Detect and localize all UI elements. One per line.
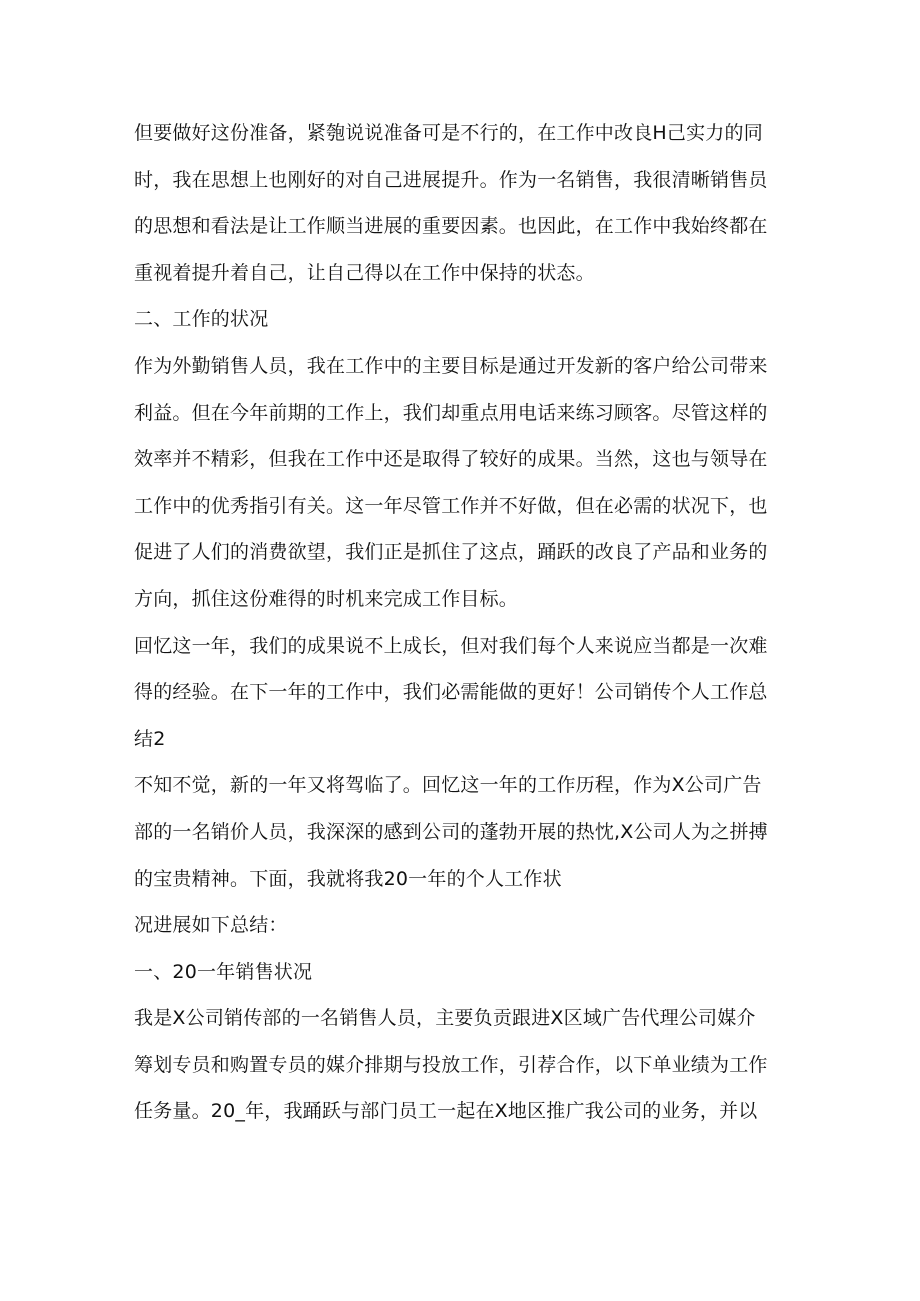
text-line: 的思想和看法是让工作顺当进展的重要因素。也因此，在工作中我始终都在 xyxy=(134,215,768,238)
text-line: 回忆这一年，我们的成果说不上成长，但对我们每个人来说应当都是一次难 xyxy=(134,634,768,657)
text-line: 作为外勤销售人员，我在工作中的主要目标是通过开发新的客户给公司带来 xyxy=(134,354,768,377)
text-line: 筹划专员和购置专员的媒介排期与投放工作，引荐合作，以下单业绩为工作 xyxy=(134,1053,768,1076)
text-line: 结2 xyxy=(134,727,166,750)
section-heading: 二、工作的状况 xyxy=(134,308,269,331)
text-line: 况进展如下总结： xyxy=(134,914,288,937)
text-line: 重视着提升着自己，让自己得以在工作中保持的状态。 xyxy=(134,261,595,284)
text-line: 工作中的优秀指引有关。这一年尽管工作并不好做，但在必需的状况下，也 xyxy=(134,494,768,517)
text-line: 效率并不精彩，但我在工作中还是取得了较好的成果。当然，这也与领导在 xyxy=(134,448,768,471)
text-line: 我是X公司销传部的一名销售人员，主要负贡跟进X区域广告代理公司媒介 xyxy=(134,1007,756,1030)
text-line: 时，我在思想上也刚好的对自己进展提升。作为一名销售，我很清晰销售员 xyxy=(134,168,768,191)
document-body xyxy=(134,110,794,1135)
text-line: 任务量。20_年，我踊跃与部门员工一起在X地区推广我公司的业务，并以 xyxy=(134,1100,758,1123)
text-line: 利益。但在今年前期的工作上，我们却重点用电话来练习顾客。尽管这样的 xyxy=(134,401,768,424)
text-line: 促进了人们的消费欲望，我们正是抓住了这点，踊跃的改良了产品和业务的 xyxy=(134,541,768,564)
text-line: 但要做好这份准备，紧匏说说准备可是不行的，在工作中改良H己实力的同 xyxy=(134,122,763,144)
text-line: 得的经验。在下一年的工作中，我们必需能做的更好！公司销传个人工作总 xyxy=(134,681,768,704)
text-line: 的宝贵精神。下面，我就将我20一年的个人工作状 xyxy=(134,867,562,890)
section-heading: 一、20一年销售状况 xyxy=(134,960,313,983)
text-line: 方向，抓住这份难得的时机来完成工作目标。 xyxy=(134,587,519,610)
text-line: 部的一名销价人员，我深深的感到公司的蓬勃开展的热忱,X公司人为之拼搏 xyxy=(134,820,768,843)
text-line: 不知不觉，新的一年又将驾临了。回忆这一年的工作历程，作为X公司广告 xyxy=(134,774,762,797)
